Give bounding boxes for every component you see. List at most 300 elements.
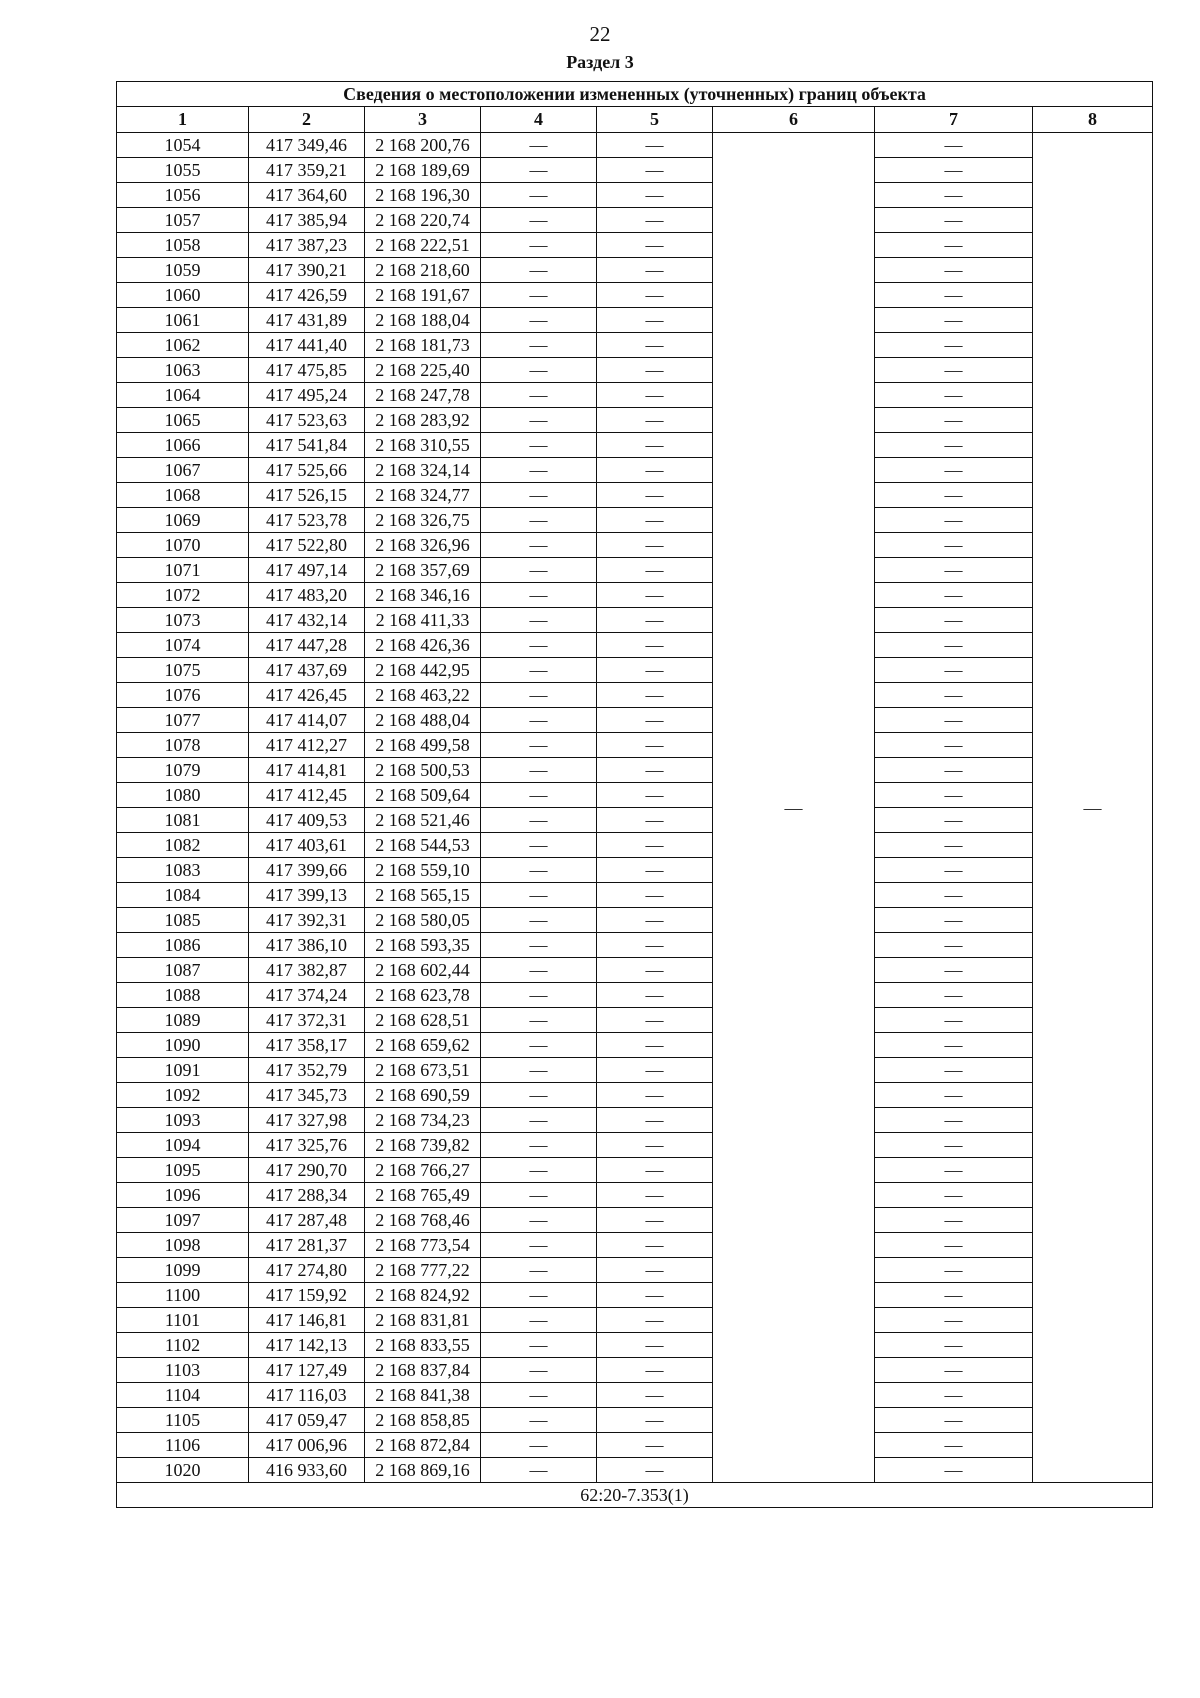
table-row [117, 1308, 1153, 1333]
column-5-cell: — [597, 158, 713, 183]
column-7-cell: — [875, 633, 1033, 658]
column-5-cell: — [597, 908, 713, 933]
point-number-cell: 1098 [117, 1233, 249, 1258]
column-7-cell: — [875, 183, 1033, 208]
y-coordinate-cell: 2 168 499,58 [365, 733, 481, 758]
column-4-cell: — [481, 158, 597, 183]
point-number-cell: 1094 [117, 1133, 249, 1158]
table-row [117, 833, 1153, 858]
x-coordinate-cell: 417 327,98 [249, 1108, 365, 1133]
table-row [117, 133, 1153, 158]
x-coordinate-cell: 417 475,85 [249, 358, 365, 383]
column-4-cell: — [481, 1233, 597, 1258]
table-row [117, 1033, 1153, 1058]
point-number-cell: 1103 [117, 1358, 249, 1383]
column-4-cell: — [481, 983, 597, 1008]
x-coordinate-cell: 417 426,59 [249, 283, 365, 308]
column-4-cell: — [481, 433, 597, 458]
point-number-cell: 1096 [117, 1183, 249, 1208]
y-coordinate-cell: 2 168 326,75 [365, 508, 481, 533]
table-row [117, 983, 1153, 1008]
column-5-cell: — [597, 333, 713, 358]
x-coordinate-cell: 417 374,24 [249, 983, 365, 1008]
column-4-cell: — [481, 233, 597, 258]
column-7-cell: — [875, 1208, 1033, 1233]
point-number-cell: 1057 [117, 208, 249, 233]
y-coordinate-cell: 2 168 628,51 [365, 1008, 481, 1033]
column-4-cell: — [481, 933, 597, 958]
column-7-cell: — [875, 1333, 1033, 1358]
column-4-cell: — [481, 333, 597, 358]
point-number-cell: 1101 [117, 1308, 249, 1333]
column-7-cell: — [875, 758, 1033, 783]
column-5-cell: — [597, 633, 713, 658]
column-4-cell: — [481, 583, 597, 608]
point-number-cell: 1066 [117, 433, 249, 458]
column-4-cell: — [481, 783, 597, 808]
column-4-cell: — [481, 1208, 597, 1233]
column-5-cell: — [597, 433, 713, 458]
y-coordinate-cell: 2 168 220,74 [365, 208, 481, 233]
column-4-cell: — [481, 358, 597, 383]
y-coordinate-cell: 2 168 872,84 [365, 1433, 481, 1458]
x-coordinate-cell: 417 441,40 [249, 333, 365, 358]
column-7-cell: — [875, 1283, 1033, 1308]
column-4-cell: — [481, 808, 597, 833]
point-number-cell: 1077 [117, 708, 249, 733]
column-7-cell: — [875, 1358, 1033, 1383]
table-row [117, 1433, 1153, 1458]
column-7-cell: — [875, 583, 1033, 608]
x-coordinate-cell: 417 392,31 [249, 908, 365, 933]
table-row [117, 1058, 1153, 1083]
column-number-row [117, 107, 1153, 133]
table-row [117, 1108, 1153, 1133]
column-5-cell: — [597, 1358, 713, 1383]
table-row [117, 1183, 1153, 1208]
point-number-cell: 1082 [117, 833, 249, 858]
table-row [117, 1383, 1153, 1408]
column-7-cell: — [875, 308, 1033, 333]
point-number-cell: 1059 [117, 258, 249, 283]
column-7-cell: — [875, 833, 1033, 858]
table-row [117, 258, 1153, 283]
y-coordinate-cell: 2 168 191,67 [365, 283, 481, 308]
column-5-cell: — [597, 208, 713, 233]
column-7-cell: — [875, 808, 1033, 833]
column-7-cell: — [875, 383, 1033, 408]
column-7-cell: — [875, 933, 1033, 958]
point-number-cell: 1092 [117, 1083, 249, 1108]
y-coordinate-cell: 2 168 225,40 [365, 358, 481, 383]
x-coordinate-cell: 417 146,81 [249, 1308, 365, 1333]
column-5-cell: — [597, 583, 713, 608]
column-7-cell: — [875, 883, 1033, 908]
column-4-cell: — [481, 1458, 597, 1483]
y-coordinate-cell: 2 168 488,04 [365, 708, 481, 733]
column-number-6: 6 [713, 107, 875, 133]
column-4-cell: — [481, 608, 597, 633]
x-coordinate-cell: 417 483,20 [249, 583, 365, 608]
x-coordinate-cell: 417 352,79 [249, 1058, 365, 1083]
table-row [117, 1258, 1153, 1283]
table-row [117, 883, 1153, 908]
column-4-cell: — [481, 1258, 597, 1283]
x-coordinate-cell: 416 933,60 [249, 1458, 365, 1483]
table-row [117, 1333, 1153, 1358]
x-coordinate-cell: 417 414,81 [249, 758, 365, 783]
table-row [117, 1358, 1153, 1383]
column-5-cell: — [597, 1283, 713, 1308]
point-number-cell: 1020 [117, 1458, 249, 1483]
y-coordinate-cell: 2 168 824,92 [365, 1283, 481, 1308]
column-7-cell: — [875, 158, 1033, 183]
column-7-cell: — [875, 908, 1033, 933]
column-4-cell: — [481, 383, 597, 408]
column-4-cell: — [481, 1308, 597, 1333]
table-row [117, 633, 1153, 658]
column-5-cell: — [597, 133, 713, 158]
column-7-cell: — [875, 1158, 1033, 1183]
x-coordinate-cell: 417 414,07 [249, 708, 365, 733]
x-coordinate-cell: 417 359,21 [249, 158, 365, 183]
table-row [117, 1233, 1153, 1258]
y-coordinate-cell: 2 168 739,82 [365, 1133, 481, 1158]
table-row [117, 608, 1153, 633]
x-coordinate-cell: 417 288,34 [249, 1183, 365, 1208]
table-row [117, 158, 1153, 183]
column-7-cell: — [875, 358, 1033, 383]
x-coordinate-cell: 417 403,61 [249, 833, 365, 858]
column-5-cell: — [597, 458, 713, 483]
table-row [117, 208, 1153, 233]
column-4-cell: — [481, 1358, 597, 1383]
x-coordinate-cell: 417 523,78 [249, 508, 365, 533]
x-coordinate-cell: 417 325,76 [249, 1133, 365, 1158]
point-number-cell: 1055 [117, 158, 249, 183]
y-coordinate-cell: 2 168 357,69 [365, 558, 481, 583]
column-5-cell: — [597, 408, 713, 433]
column-4-cell: — [481, 758, 597, 783]
column-7-cell: — [875, 1108, 1033, 1133]
point-number-cell: 1054 [117, 133, 249, 158]
point-number-cell: 1102 [117, 1333, 249, 1358]
x-coordinate-cell: 417 497,14 [249, 558, 365, 583]
y-coordinate-cell: 2 168 326,96 [365, 533, 481, 558]
boundary-coordinates-table [116, 81, 1153, 1508]
y-coordinate-cell: 2 168 623,78 [365, 983, 481, 1008]
column-7-cell: — [875, 1458, 1033, 1483]
x-coordinate-cell: 417 409,53 [249, 808, 365, 833]
table-row [117, 1408, 1153, 1433]
column-5-cell: — [597, 783, 713, 808]
point-number-cell: 1106 [117, 1433, 249, 1458]
column-7-cell: — [875, 733, 1033, 758]
column-5-cell: — [597, 1108, 713, 1133]
point-number-cell: 1088 [117, 983, 249, 1008]
x-coordinate-cell: 417 431,89 [249, 308, 365, 333]
column-4-cell: — [481, 458, 597, 483]
table-row [117, 508, 1153, 533]
table-row [117, 233, 1153, 258]
column-4-cell: — [481, 558, 597, 583]
column-5-cell: — [597, 958, 713, 983]
point-number-cell: 1065 [117, 408, 249, 433]
column-7-cell: — [875, 1258, 1033, 1283]
column-4-cell: — [481, 183, 597, 208]
column-7-cell: — [875, 208, 1033, 233]
point-number-cell: 1071 [117, 558, 249, 583]
table-row [117, 333, 1153, 358]
y-coordinate-cell: 2 168 324,77 [365, 483, 481, 508]
y-coordinate-cell: 2 168 222,51 [365, 233, 481, 258]
column-5-cell: — [597, 1333, 713, 1358]
point-number-cell: 1105 [117, 1408, 249, 1433]
table-row [117, 908, 1153, 933]
column-7-cell: — [875, 458, 1033, 483]
column-4-cell: — [481, 683, 597, 708]
column-5-cell: — [597, 258, 713, 283]
column-7-cell: — [875, 233, 1033, 258]
x-coordinate-cell: 417 399,13 [249, 883, 365, 908]
column-7-cell: — [875, 483, 1033, 508]
column-7-cell: — [875, 558, 1033, 583]
point-number-cell: 1099 [117, 1258, 249, 1283]
y-coordinate-cell: 2 168 442,95 [365, 658, 481, 683]
point-number-cell: 1074 [117, 633, 249, 658]
point-number-cell: 1086 [117, 933, 249, 958]
point-number-cell: 1085 [117, 908, 249, 933]
column-4-cell: — [481, 1333, 597, 1358]
point-number-cell: 1075 [117, 658, 249, 683]
x-coordinate-cell: 417 390,21 [249, 258, 365, 283]
table-row [117, 783, 1153, 808]
table-row [117, 308, 1153, 333]
point-number-cell: 1100 [117, 1283, 249, 1308]
point-number-cell: 1072 [117, 583, 249, 608]
point-number-cell: 1079 [117, 758, 249, 783]
column-5-cell: — [597, 733, 713, 758]
column-6-merged-cell: — [713, 133, 875, 1483]
y-coordinate-cell: 2 168 544,53 [365, 833, 481, 858]
column-4-cell: — [481, 833, 597, 858]
table-row [117, 383, 1153, 408]
y-coordinate-cell: 2 168 411,33 [365, 608, 481, 633]
point-number-cell: 1104 [117, 1383, 249, 1408]
column-7-cell: — [875, 1008, 1033, 1033]
point-number-cell: 1095 [117, 1158, 249, 1183]
y-coordinate-cell: 2 168 833,55 [365, 1333, 481, 1358]
x-coordinate-cell: 417 364,60 [249, 183, 365, 208]
table-row [117, 1158, 1153, 1183]
y-coordinate-cell: 2 168 768,46 [365, 1208, 481, 1233]
y-coordinate-cell: 2 168 559,10 [365, 858, 481, 883]
table-footer: 62:20-7.353(1) [117, 1483, 1153, 1508]
column-5-cell: — [597, 608, 713, 633]
y-coordinate-cell: 2 168 734,23 [365, 1108, 481, 1133]
y-coordinate-cell: 2 168 218,60 [365, 258, 481, 283]
point-number-cell: 1069 [117, 508, 249, 533]
column-number-1: 1 [117, 107, 249, 133]
column-4-cell: — [481, 733, 597, 758]
y-coordinate-cell: 2 168 346,16 [365, 583, 481, 608]
x-coordinate-cell: 417 523,63 [249, 408, 365, 433]
column-4-cell: — [481, 1108, 597, 1133]
table-row [117, 658, 1153, 683]
y-coordinate-cell: 2 168 509,64 [365, 783, 481, 808]
table-row [117, 483, 1153, 508]
column-4-cell: — [481, 1008, 597, 1033]
x-coordinate-cell: 417 116,03 [249, 1383, 365, 1408]
column-5-cell: — [597, 1208, 713, 1233]
table-row [117, 1083, 1153, 1108]
column-7-cell: — [875, 1308, 1033, 1333]
table-row [117, 933, 1153, 958]
column-4-cell: — [481, 483, 597, 508]
column-5-cell: — [597, 933, 713, 958]
x-coordinate-cell: 417 495,24 [249, 383, 365, 408]
column-5-cell: — [597, 483, 713, 508]
column-7-cell: — [875, 408, 1033, 433]
column-7-cell: — [875, 1083, 1033, 1108]
y-coordinate-cell: 2 168 858,85 [365, 1408, 481, 1433]
point-number-cell: 1087 [117, 958, 249, 983]
x-coordinate-cell: 417 541,84 [249, 433, 365, 458]
table-row [117, 858, 1153, 883]
point-number-cell: 1067 [117, 458, 249, 483]
x-coordinate-cell: 417 274,80 [249, 1258, 365, 1283]
column-8-merged-cell: — [1033, 133, 1153, 1483]
point-number-cell: 1060 [117, 283, 249, 308]
x-coordinate-cell: 417 522,80 [249, 533, 365, 558]
x-coordinate-cell: 417 526,15 [249, 483, 365, 508]
table-row [117, 283, 1153, 308]
point-number-cell: 1080 [117, 783, 249, 808]
column-4-cell: — [481, 258, 597, 283]
column-7-cell: — [875, 333, 1033, 358]
column-7-cell: — [875, 608, 1033, 633]
column-5-cell: — [597, 183, 713, 208]
column-5-cell: — [597, 833, 713, 858]
column-5-cell: — [597, 283, 713, 308]
table-row [117, 1283, 1153, 1308]
y-coordinate-cell: 2 168 247,78 [365, 383, 481, 408]
x-coordinate-cell: 417 059,47 [249, 1408, 365, 1433]
point-number-cell: 1063 [117, 358, 249, 383]
column-5-cell: — [597, 1458, 713, 1483]
column-5-cell: — [597, 1183, 713, 1208]
y-coordinate-cell: 2 168 565,15 [365, 883, 481, 908]
column-7-cell: — [875, 858, 1033, 883]
table-caption: Сведения о местоположении измененных (уточненных) границ объекта [117, 82, 1153, 107]
column-7-cell: — [875, 433, 1033, 458]
column-number-4: 4 [481, 107, 597, 133]
y-coordinate-cell: 2 168 189,69 [365, 158, 481, 183]
y-coordinate-cell: 2 168 690,59 [365, 1083, 481, 1108]
y-coordinate-cell: 2 168 521,46 [365, 808, 481, 833]
column-5-cell: — [597, 1008, 713, 1033]
x-coordinate-cell: 417 437,69 [249, 658, 365, 683]
point-number-cell: 1090 [117, 1033, 249, 1058]
column-number-5: 5 [597, 107, 713, 133]
column-4-cell: — [481, 858, 597, 883]
point-number-cell: 1091 [117, 1058, 249, 1083]
y-coordinate-cell: 2 168 196,30 [365, 183, 481, 208]
column-5-cell: — [597, 758, 713, 783]
column-4-cell: — [481, 1033, 597, 1058]
y-coordinate-cell: 2 168 869,16 [365, 1458, 481, 1483]
point-number-cell: 1061 [117, 308, 249, 333]
column-4-cell: — [481, 1058, 597, 1083]
column-7-cell: — [875, 683, 1033, 708]
column-5-cell: — [597, 1408, 713, 1433]
table-row [117, 708, 1153, 733]
column-7-cell: — [875, 258, 1033, 283]
y-coordinate-cell: 2 168 324,14 [365, 458, 481, 483]
column-7-cell: — [875, 1058, 1033, 1083]
column-7-cell: — [875, 133, 1033, 158]
column-4-cell: — [481, 883, 597, 908]
table-row [117, 433, 1153, 458]
column-5-cell: — [597, 1158, 713, 1183]
column-number-8: 8 [1033, 107, 1153, 133]
x-coordinate-cell: 417 349,46 [249, 133, 365, 158]
point-number-cell: 1073 [117, 608, 249, 633]
y-coordinate-cell: 2 168 766,27 [365, 1158, 481, 1183]
point-number-cell: 1064 [117, 383, 249, 408]
x-coordinate-cell: 417 412,45 [249, 783, 365, 808]
point-number-cell: 1084 [117, 883, 249, 908]
y-coordinate-cell: 2 168 500,53 [365, 758, 481, 783]
column-7-cell: — [875, 1383, 1033, 1408]
column-5-cell: — [597, 1308, 713, 1333]
column-number-3: 3 [365, 107, 481, 133]
point-number-cell: 1081 [117, 808, 249, 833]
x-coordinate-cell: 417 006,96 [249, 1433, 365, 1458]
point-number-cell: 1068 [117, 483, 249, 508]
x-coordinate-cell: 417 127,49 [249, 1358, 365, 1383]
page-number: 22 [589, 22, 611, 46]
column-5-cell: — [597, 358, 713, 383]
table-row [117, 408, 1153, 433]
column-4-cell: — [481, 908, 597, 933]
column-4-cell: — [481, 283, 597, 308]
y-coordinate-cell: 2 168 463,22 [365, 683, 481, 708]
table-row [117, 583, 1153, 608]
point-number-cell: 1093 [117, 1108, 249, 1133]
column-7-cell: — [875, 1433, 1033, 1458]
x-coordinate-cell: 417 358,17 [249, 1033, 365, 1058]
table-row [117, 458, 1153, 483]
column-5-cell: — [597, 1433, 713, 1458]
column-4-cell: — [481, 533, 597, 558]
x-coordinate-cell: 417 387,23 [249, 233, 365, 258]
table-row [117, 808, 1153, 833]
x-coordinate-cell: 417 281,37 [249, 1233, 365, 1258]
table-row [117, 358, 1153, 383]
point-number-cell: 1097 [117, 1208, 249, 1233]
column-7-cell: — [875, 1033, 1033, 1058]
column-7-cell: — [875, 1133, 1033, 1158]
column-number-2: 2 [249, 107, 365, 133]
column-number-7: 7 [875, 107, 1033, 133]
column-5-cell: — [597, 383, 713, 408]
table-row [117, 558, 1153, 583]
column-7-cell: — [875, 283, 1033, 308]
table-row [117, 1008, 1153, 1033]
column-5-cell: — [597, 808, 713, 833]
y-coordinate-cell: 2 168 777,22 [365, 1258, 481, 1283]
